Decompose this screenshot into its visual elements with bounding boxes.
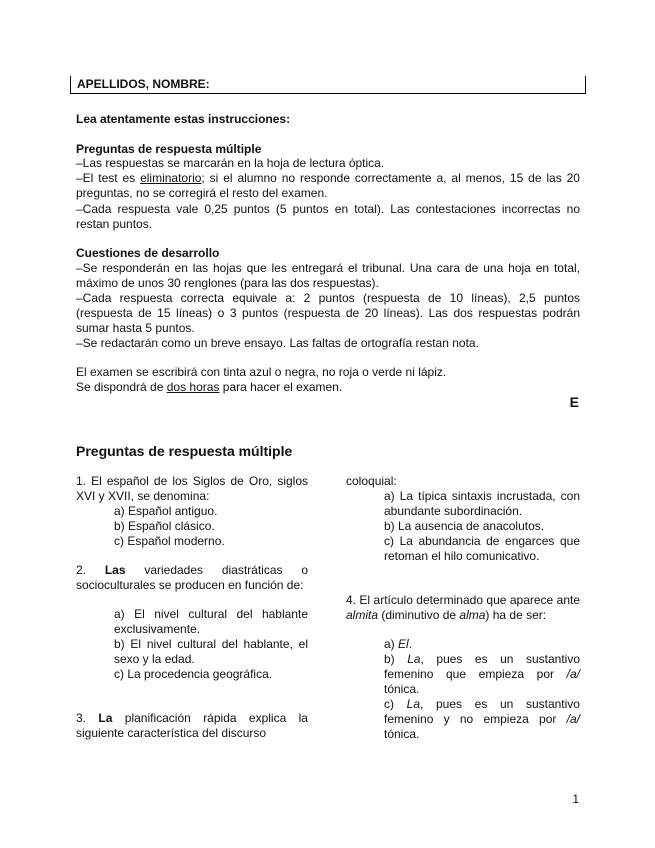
q1-option-a: a) Español antiguo. [114,504,218,518]
name-label: APELLIDOS, NOMBRE: [77,77,210,91]
q1-option-c: c) Español moderno. [114,534,225,548]
q2-option-a: a) El nivel cultural del hablante exclusivamente. [114,607,308,636]
mc-rule-1: –Las respuestas se marcarán en la hoja de lectura óptica. [76,156,385,170]
q3-stem-continued: coloquial: [346,474,397,488]
ink-instruction: El examen se escribirá con tinta azul o negra, no roja o verde ni lápiz. [76,365,447,379]
q2-stem: 2. Las variedades diastráticas o socioculturales se producen en función de: [76,563,308,592]
q2-option-b: b) El nivel cultural del hablante, el sexo y la edad. [114,637,308,666]
q1-stem: 1. El español de los Siglos de Oro, siglos XVI y XVII, se denomina: [76,474,308,503]
multiple-choice-heading: Preguntas de respuesta múltiple [76,142,262,156]
q3-option-b: b) La ausencia de anacolutos. [384,519,545,533]
q4-stem: 4. El artículo determinado que aparece ante almita (diminutivo de alma) ha de ser: [346,593,580,622]
q3-stem: 3. La planificación rápida explica la siguiente característica del discurso [76,711,308,740]
q3-option-c: c) La abundancia de engarces que retoman el hilo comunicativo. [384,534,580,563]
dev-rule-1: –Se responderán en las hojas que les entregará el tribunal. Una cara de una hoja en total, máximo de unos 30 renglones (para las dos respuestas). [76,261,580,290]
q4-option-a: a) El. [384,637,413,651]
page-number: 1 [572,792,579,806]
instructions-title: Lea atentamente estas instrucciones: [76,112,291,126]
development-heading: Cuestiones de desarrollo [76,246,220,260]
q4-option-c: c) La, pues es un sustantivo femenino y no empieza por /a/ tónica. [384,697,580,741]
q1-option-b: b) Español clásico. [114,519,215,533]
q2-option-c: c) La procedencia geográfica. [114,667,273,681]
name-field-box [70,76,586,94]
dev-rule-2: –Cada respuesta correcta equivale a: 2 puntos (respuesta de 10 líneas), 2,5 puntos (respuesta de 15 líneas) o 3 puntos (respuesta de 20 líneas). Las dos respuestas podrán sumar hasta 5 puntos. [76,291,580,335]
time-instruction: Se dispondrá de dos horas para hacer el examen. [76,380,343,394]
section-title: Preguntas de respuesta múltiple [76,443,293,459]
mc-rule-3: –Cada respuesta vale 0,25 puntos (5 puntos en total). Las contestaciones incorrectas no restan puntos. [76,202,580,231]
exam-version-letter: E [569,394,579,410]
dev-rule-3: –Se redactarán como un breve ensayo. Las faltas de ortografía restan nota. [76,336,479,350]
mc-rule-2: –El test es eliminatorio; si el alumno no responde correctamente a, al menos, 15 de las 20 preguntas, no se corregirá el resto del examen. [76,171,580,200]
q3-option-a: a) La típica sintaxis incrustada, con abundante subordinación. [384,489,580,518]
q4-option-b: b) La, pues es un sustantivo femenino que empieza por /a/ tónica. [384,652,580,696]
